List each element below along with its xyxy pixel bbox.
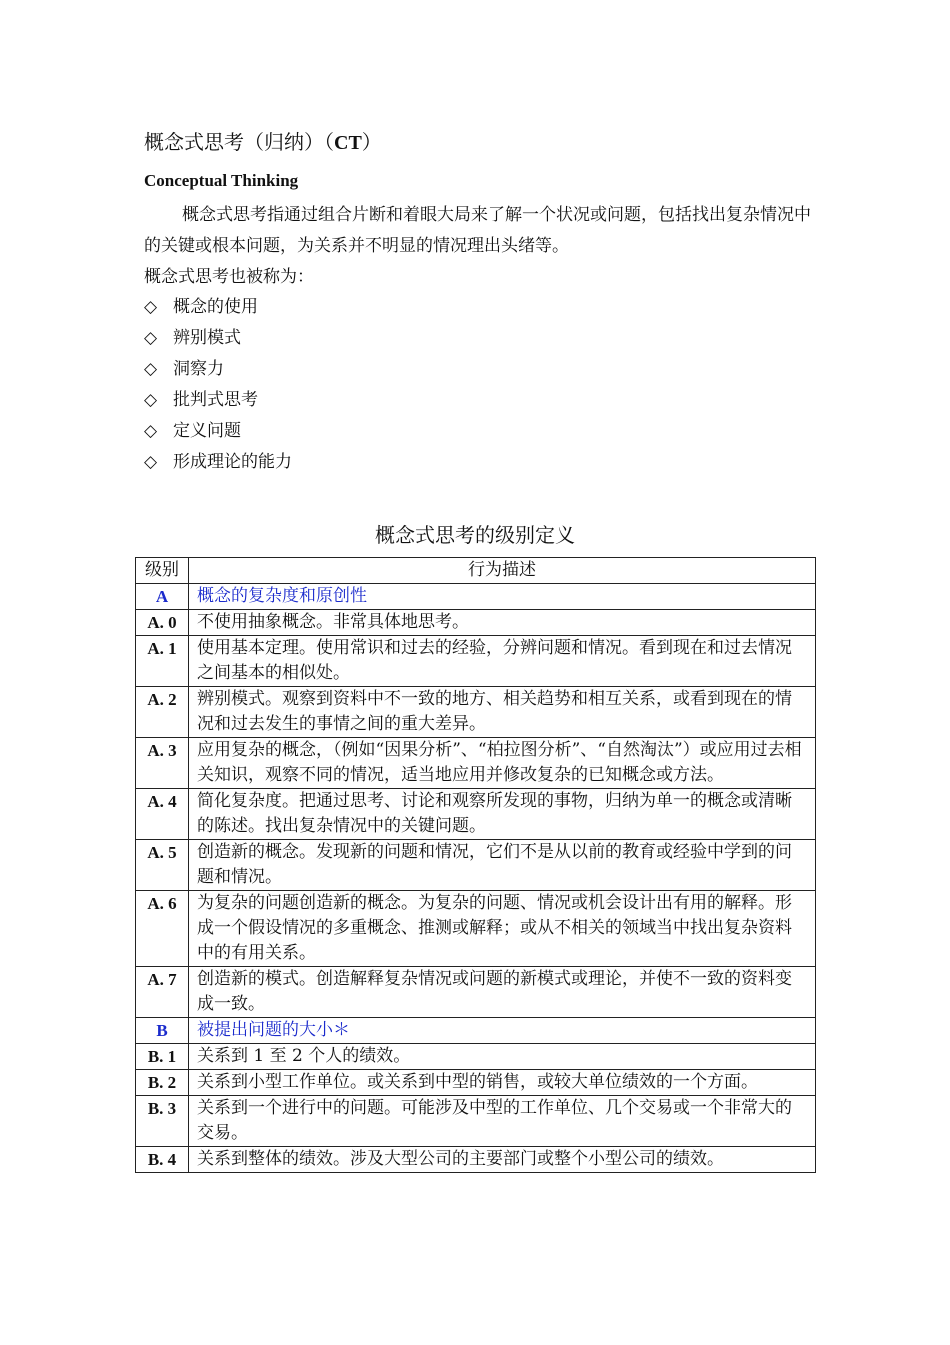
title-code: CT: [334, 132, 362, 154]
table-row: [136, 1096, 816, 1147]
list-item: ◇ 形成理论的能力: [144, 447, 292, 478]
level-cell: A. 6: [136, 891, 189, 967]
level-cell: A: [136, 584, 189, 610]
alias-intro: 概念式思考也被称为：: [144, 267, 314, 287]
level-cell: A. 5: [136, 840, 189, 891]
header-level: 级别: [136, 558, 189, 584]
level-cell: A. 2: [136, 687, 189, 738]
diamond-bullet-icon: ◇: [144, 328, 158, 348]
list-item: ◇ 洞察力: [144, 354, 292, 385]
description-cell: 简化复杂度。把通过思考、讨论和观察所发现的事物，归纳为单一的概念或清晰的陈述。找出复杂情况中的关键问题。: [189, 789, 816, 840]
description-cell: 应用复杂的概念，（例如“因果分析”、“柏拉图分析”、“自然淘汰”）或应用过去相关知识，观察不同的情况，适当地应用并修改复杂的已知概念或方法。: [189, 738, 816, 789]
page-title: 概念式思考（归纳）（CT）: [144, 130, 382, 154]
diamond-bullet-icon: ◇: [144, 452, 158, 472]
level-cell: A. 4: [136, 789, 189, 840]
description-cell: 概念的复杂度和原创性: [189, 584, 816, 610]
description-cell: 关系到整体的绩效。涉及大型公司的主要部门或整个小型公司的绩效。: [189, 1147, 816, 1173]
diamond-bullet-icon: ◇: [144, 390, 158, 410]
level-cell: B. 3: [136, 1096, 189, 1147]
list-item: ◇ 定义问题: [144, 416, 292, 447]
description-cell: 关系到一个进行中的问题。可能涉及中型的工作单位、几个交易或一个非常大的交易。: [189, 1096, 816, 1147]
description-cell: 关系到 1 至 2 个人的绩效。: [189, 1044, 816, 1070]
table-row: [136, 1044, 816, 1070]
table-row: [136, 738, 816, 789]
section-row: [136, 584, 816, 610]
table-row: [136, 891, 816, 967]
description-cell: 被提出问题的大小＊: [189, 1018, 816, 1044]
level-cell: B. 1: [136, 1044, 189, 1070]
table-row: [136, 967, 816, 1018]
section-row: [136, 1018, 816, 1044]
level-cell: B: [136, 1018, 189, 1044]
page-subtitle: Conceptual Thinking: [144, 171, 299, 190]
header-description: 行为描述: [189, 558, 816, 584]
description-cell: 为复杂的问题创造新的概念。为复杂的问题、情况或机会设计出有用的解释。形成一个假设情况的多重概念、推测或解释；或从不相关的领域当中找出复杂资料中的有用关系。: [189, 891, 816, 967]
description-cell: 不使用抽象概念。非常具体地思考。: [189, 610, 816, 636]
diamond-bullet-icon: ◇: [144, 297, 158, 317]
intro-paragraph: 概念式思考指通过组合片断和着眼大局来了解一个状况或问题，包括找出复杂情况中的关键或根本问题，为关系并不明显的情况理出头绪等。: [144, 205, 811, 256]
level-definition-table: [135, 557, 816, 1173]
description-cell: 关系到小型工作单位。或关系到中型的销售，或较大单位绩效的一个方面。: [189, 1070, 816, 1096]
list-item: ◇ 批判式思考: [144, 385, 292, 416]
diamond-bullet-icon: ◇: [144, 359, 158, 379]
list-item: ◇ 辨别模式: [144, 323, 292, 354]
table-row: [136, 636, 816, 687]
level-cell: A. 0: [136, 610, 189, 636]
table-row: [136, 1147, 816, 1173]
table-row: [136, 789, 816, 840]
description-cell: 辨别模式。观察到资料中不一致的地方、相关趋势和相互关系，或看到现在的情况和过去发生的事情之间的重大差异。: [189, 687, 816, 738]
list-item: ◇ 概念的使用: [144, 292, 292, 323]
table-row: [136, 840, 816, 891]
table-header-row: [136, 558, 816, 584]
table-row: [136, 1070, 816, 1096]
description-cell: 创造新的概念。发现新的问题和情况，它们不是从以前的教育或经验中学到的问题和情况。: [189, 840, 816, 891]
description-cell: 使用基本定理。使用常识和过去的经验，分辨问题和情况。看到现在和过去情况之间基本的相似处。: [189, 636, 816, 687]
level-cell: A. 7: [136, 967, 189, 1018]
description-cell: 创造新的模式。创造解释复杂情况或问题的新模式或理论，并使不一致的资料变成一致。: [189, 967, 816, 1018]
table-row: [136, 610, 816, 636]
alias-list: [144, 292, 292, 478]
level-cell: A. 1: [136, 636, 189, 687]
level-cell: B. 4: [136, 1147, 189, 1173]
table-row: [136, 687, 816, 738]
table-title: 概念式思考的级别定义: [375, 523, 575, 547]
level-cell: B. 2: [136, 1070, 189, 1096]
diamond-bullet-icon: ◇: [144, 421, 158, 441]
level-cell: A. 3: [136, 738, 189, 789]
